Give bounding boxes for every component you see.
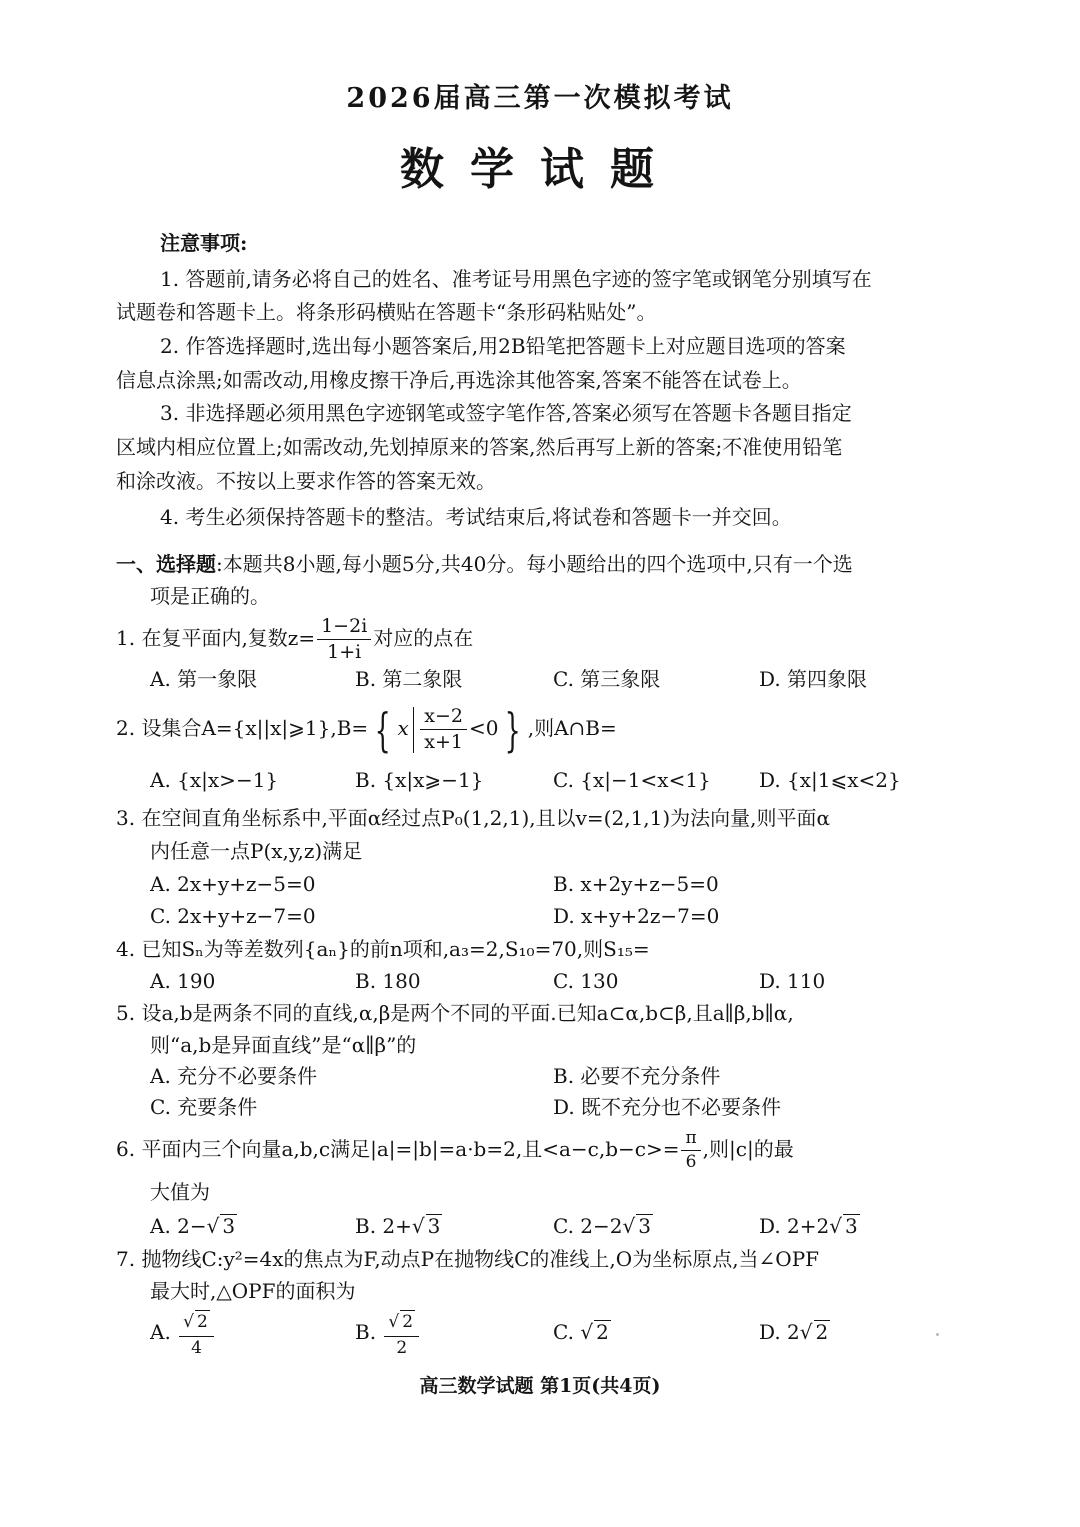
q6-option-d-coef: 2 — [816, 1214, 830, 1238]
q4-option-c: C. 130 — [553, 969, 619, 993]
q6-denominator: 6 — [685, 1152, 697, 1172]
q6-lead: 6. 平面内三个向量a,b,c满足|a|=|b|=a·b=2,且<a−c,b−c>= — [116, 1137, 680, 1161]
q7-option-b-fraction — [384, 1310, 419, 1357]
q2-relation: <0 — [468, 716, 499, 740]
sqrt-icon: √ — [388, 1312, 400, 1332]
q6-option-a — [150, 1211, 237, 1241]
q7-option-a-radicand: 2 — [197, 1312, 208, 1332]
left-brace-icon: { — [374, 702, 391, 757]
q6-option-c-radicand: 3 — [638, 1214, 652, 1238]
q2-option-b: B. {x|x⩾−1} — [355, 768, 484, 792]
q3-option-a: A. 2x+y+z−5=0 — [150, 872, 316, 896]
q7-line-2: 最大时,△OPF的面积为 — [150, 1279, 356, 1303]
section-text-line-2: 项是正确的。 — [150, 584, 270, 608]
q7-option-c — [553, 1317, 611, 1347]
q7-option-b — [355, 1306, 421, 1358]
q6-option-d — [759, 1211, 860, 1241]
q7-option-a — [150, 1306, 216, 1358]
q4-option-b: B. 180 — [355, 969, 421, 993]
notice-heading: 注意事项: — [160, 231, 248, 255]
sqrt-icon: √ — [799, 1320, 813, 1344]
q2-numerator: x−2 — [420, 707, 467, 730]
q6-option-a-radicand: 3 — [222, 1214, 236, 1238]
q5-option-c: C. 充要条件 — [150, 1095, 258, 1119]
q7-option-b-label: B. — [355, 1320, 383, 1344]
q2-option-c: C. {x|−1<x<1} — [553, 768, 711, 792]
q6-option-b-radicand: 3 — [427, 1214, 441, 1238]
page-footer: 高三数学试题 第1页(共4页) — [419, 1375, 661, 1397]
q4-option-d: D. 110 — [759, 969, 826, 993]
q6-numerator: π — [681, 1130, 700, 1151]
notice-item-3-line-2: 区域内相应位置上;如需改动,先划掉原来的答案,然后再写上新的答案;不准使用铅笔 — [116, 435, 843, 459]
notice-item-4-line-1: 4. 考生必须保持答题卡的整洁。考试结束后,将试卷和答题卡一并交回。 — [160, 505, 792, 529]
q1-option-a: A. 第一象限 — [150, 667, 258, 691]
q3-line-1: 3. 在空间直角坐标系中,平面α经过点P₀(1,2,1),且以v=(2,1,1)为法向量,则平面α — [116, 806, 831, 830]
question-6 — [116, 1124, 794, 1174]
q7-option-d — [759, 1317, 830, 1347]
notice-item-1-line-2: 试题卷和答题卡上。将条形码横贴在答题卡“条形码粘贴处”。 — [116, 300, 657, 324]
q7-option-a-denominator: 4 — [191, 1338, 202, 1358]
q3-line-2: 内任意一点P(x,y,z)满足 — [150, 839, 363, 863]
q5-option-a: A. 充分不必要条件 — [150, 1064, 318, 1088]
q1-lead: 1. 在复平面内,复数z= — [116, 626, 316, 650]
scan-speck — [936, 1333, 939, 1336]
q1-fraction — [317, 617, 371, 662]
q6-option-a-label: A. 2− — [150, 1214, 207, 1238]
q2-tail: ,则A∩B= — [527, 716, 617, 740]
q7-option-c-label: C. — [553, 1320, 581, 1344]
q2-option-a: A. {x|x>−1} — [150, 768, 279, 792]
q7-option-a-fraction — [179, 1310, 214, 1357]
sqrt-icon: √ — [183, 1312, 195, 1332]
q6-option-c-coef: 2 — [609, 1214, 623, 1238]
q7-option-a-label: A. — [150, 1320, 178, 1344]
notice-item-3-line-3: 和涂改液。不按以上要求作答的答案无效。 — [116, 469, 496, 493]
q4-line-1: 4. 已知Sₙ为等差数列{aₙ}的前n项和,a₃=2,S₁₀=70,则S₁₅= — [116, 937, 650, 961]
sqrt-icon: √ — [829, 1214, 843, 1238]
q7-option-d-radicand: 2 — [815, 1320, 829, 1344]
q1-option-d: D. 第四象限 — [759, 667, 868, 691]
q5-line-1: 5. 设a,b是两条不同的直线,α,β是两个不同的平面.已知a⊂α,b⊂β,且a∥β,b∥α, — [116, 1001, 794, 1025]
notice-item-2-line-2: 信息点涂黑;如需改动,用橡皮擦干净后,再选涂其他答案,答案不能答在试卷上。 — [116, 368, 802, 392]
q2-denominator: x+1 — [424, 731, 463, 753]
q4-option-a: A. 190 — [150, 969, 216, 993]
q1-tail: 对应的点在 — [373, 626, 474, 650]
q1-option-b: B. 第二象限 — [355, 667, 463, 691]
q1-denominator: 1+i — [327, 641, 362, 663]
q6-option-c — [553, 1211, 653, 1241]
sqrt-icon: √ — [206, 1214, 220, 1238]
sqrt-icon: √ — [580, 1320, 594, 1344]
q7-option-c-radicand: 2 — [596, 1320, 609, 1344]
question-2 — [116, 700, 617, 756]
question-1 — [116, 612, 473, 664]
q7-option-a-numerator — [179, 1310, 214, 1337]
q5-option-b: B. 必要不充分条件 — [553, 1064, 721, 1088]
exam-subtitle: 2026届高三第一次模拟考试 — [346, 83, 734, 114]
q6-fraction — [681, 1130, 700, 1171]
section-heading — [116, 549, 853, 579]
q3-option-c: C. 2x+y+z−7=0 — [150, 904, 316, 928]
q2-set-var: x — [397, 716, 409, 740]
notice-item-2-line-1: 2. 作答选择题时,选出每小题答案后,用2B铅笔把答题卡上对应题目选项的答案 — [160, 334, 846, 358]
notice-item-3-line-1: 3. 非选择题必须用黑色字迹钢笔或签字笔作答,答案必须写在答题卡各题目指定 — [160, 401, 852, 425]
q2-fraction — [420, 707, 467, 752]
q7-option-b-denominator: 2 — [396, 1338, 408, 1358]
q7-option-d-coef: 2 — [787, 1320, 800, 1344]
q3-option-b: B. x+2y+z−5=0 — [553, 872, 719, 896]
q6-option-b-label: B. 2+ — [355, 1214, 412, 1238]
q7-option-b-radicand: 2 — [402, 1312, 414, 1332]
q2-option-d: D. {x|1⩽x<2} — [759, 768, 901, 792]
q6-tail: ,则|c|的最 — [702, 1137, 794, 1161]
q6-option-b — [355, 1211, 442, 1241]
q6-option-c-label: C. 2− — [553, 1214, 610, 1238]
q7-option-b-numerator — [384, 1310, 419, 1337]
q2-lead: 2. 设集合A={x||x|⩾1},B= — [116, 716, 369, 740]
q7-line-1: 7. 抛物线C:y²=4x的焦点为F,动点P在抛物线C的准线上,O为坐标原点,当∠OPF — [116, 1247, 820, 1271]
q1-option-c: C. 第三象限 — [553, 667, 661, 691]
q3-option-d: D. x+y+2z−7=0 — [553, 904, 720, 928]
q5-line-2: 则“a,b是异面直线”是“α∥β”的 — [150, 1033, 417, 1057]
set-divider — [413, 707, 415, 753]
sqrt-icon: √ — [622, 1214, 636, 1238]
section-label: 一、选择题 — [116, 552, 216, 576]
q7-option-d-label: D. — [759, 1320, 788, 1344]
section-text: :本题共8小题,每小题5分,共40分。每小题给出的四个选项中,只有一个选 — [216, 552, 853, 576]
q1-numerator: 1−2i — [317, 617, 371, 640]
q5-option-d: D. 既不充分也不必要条件 — [553, 1095, 782, 1119]
notice-item-1-line-1: 1. 答题前,请务必将自己的姓名、准考证号用黑色字迹的签字笔或钢笔分别填写在 — [160, 267, 872, 291]
right-brace-icon: } — [505, 702, 522, 757]
sqrt-icon: √ — [411, 1214, 425, 1238]
q6-line-2: 大值为 — [150, 1180, 210, 1204]
q6-option-d-radicand: 3 — [845, 1214, 858, 1238]
q6-option-d-label: D. 2+ — [759, 1214, 817, 1238]
exam-title: 数学试题 — [400, 144, 680, 195]
